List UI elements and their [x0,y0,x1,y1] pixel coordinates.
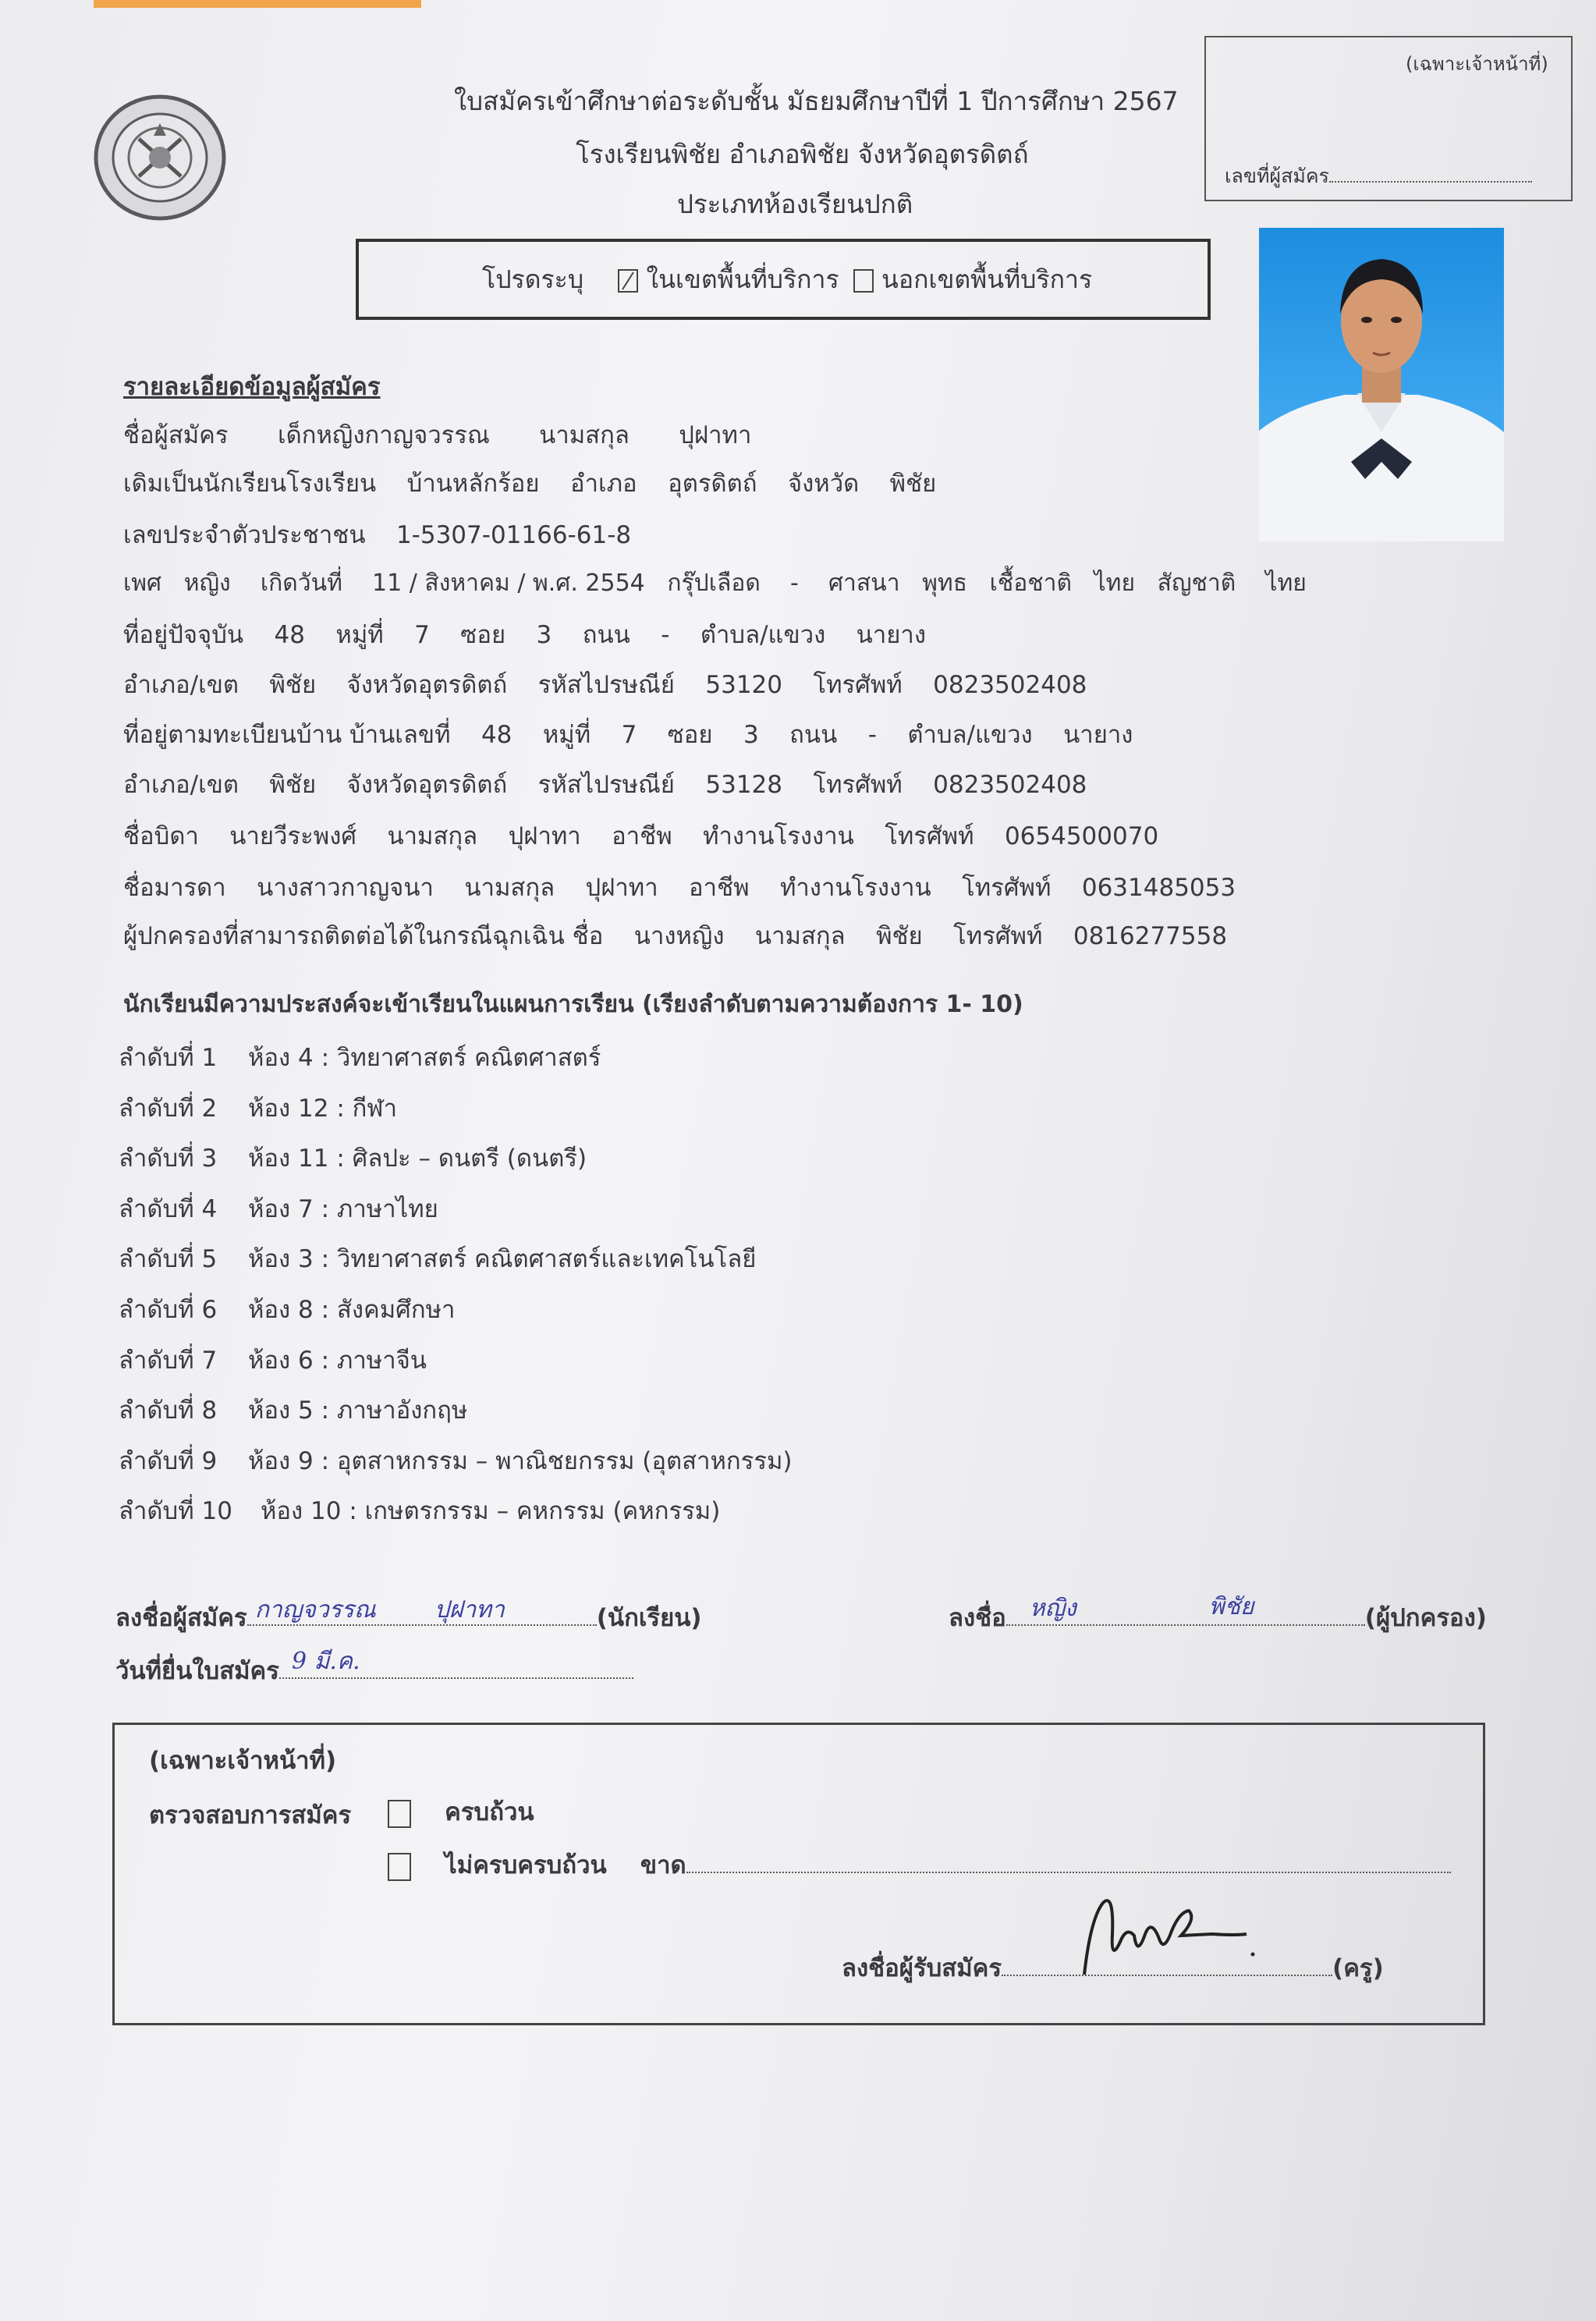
area-choice-prompt: โปรดระบุ [482,264,584,294]
checkbox-out-area[interactable] [853,269,874,293]
list-item: ลำดับที่ 5 ห้อง 3 : วิทยาศาสตร์ คณิตศาสตร์และเทคโนโลยี [119,1245,757,1274]
student-portrait-image [1259,228,1504,541]
receiver-signature-row: ลงชื่อผู้รับสมัคร (ครู) [842,1953,1384,1984]
option-in-area-label: ในเขตพื้นที่บริการ [646,264,839,294]
area-choice-box [356,239,1211,320]
list-item: ลำดับที่ 9 ห้อง 9 : อุตสาหกรรม – พาณิชยกรรม (อุตสาหกรรม) [119,1446,793,1475]
race: ไทย [1094,570,1136,597]
list-item: ลำดับที่ 3 ห้อง 11 : ศิลปะ – ดนตรี (ดนตรี) [119,1145,587,1173]
applicant-number-field[interactable] [1329,159,1532,183]
top-color-strip [94,0,421,8]
previous-school-row: เดิมเป็นนักเรียนโรงเรียน บ้านหลักร้อย อำเภอ อุตรดิตถ์ จังหวัด พิชัย [123,470,937,498]
previous-school-province: พิชัย [889,470,937,498]
blood-group: - [790,570,799,597]
form-title: ใบสมัครเข้าศึกษาต่อระดับชั้น มัธยมศึกษาปีที่ 1 ปีการศึกษา 2567 [454,86,1179,116]
list-item: ลำดับที่ 4 ห้อง 7 : ภาษาไทย [119,1194,438,1223]
list-item: ลำดับที่ 7 ห้อง 6 : ภาษาจีน [119,1346,427,1375]
applicant-surname: ปุฝาทา [679,421,752,449]
application-date-row: วันที่ยื่นใบสมัคร 9 มี.ค. [115,1656,633,1687]
guardian-signature-row: ลงชื่อ หญิง พิชัย (ผู้ปกครอง) [949,1593,1487,1632]
school-seal-logo [92,92,228,223]
applicant-signature-handwriting-1: กาญจวรรณ [254,1596,376,1624]
teacher-signature-scribble [1080,1887,1259,1981]
guardian-signature-handwriting-2: พิชัย [1208,1593,1254,1620]
nationality: ไทย [1265,570,1307,597]
applicant-signature-row: ลงชื่อผู้สมัคร กาญจวรรณ ปุฝาทา (นักเรียน) [115,1596,702,1632]
list-item: ลำดับที่ 6 ห้อง 8 : สังคมศึกษา [119,1295,456,1324]
religion: พุทธ [922,570,968,597]
mother-row: ชื่อมารดา นางสาวกาญจนา นามสกุล ปุฝาทา อาชีพ ทำงานโรงงาน โทรศัพท์ 0631485053 [123,874,1236,902]
office-use-label-bottom: (เฉพาะเจ้าหน้าที่) [149,1747,337,1775]
current-address-row-1: ที่อยู่ปัจจุบัน 48 หมู่ที่ 7 ซอย 3 ถนน - ตำบล/แขวง นายาง [123,621,926,649]
receiver-signature-field[interactable] [1002,1953,1332,1976]
previous-school-district: อุตรดิตถ์ [668,470,757,498]
study-plan-list [119,1042,793,1546]
classroom-type: ประเภทห้องเรียนปกติ [677,189,913,219]
incomplete-option: ไม่ครบครบถ้วน ขาด [388,1850,1451,1881]
check-mark-icon [619,271,637,291]
citizen-id-row: เลขประจำตัวประชาชน 1-5307-01166-61-8 [123,521,632,549]
registered-address-row-2: อำเภอ/เขต พิชัย จังหวัดอุตรดิตถ์ รหัสไปรษณีย์ 53128 โทรศัพท์ 0823502408 [123,771,1087,799]
school-name: โรงเรียนพิชัย อำเภอพิชัย จังหวัดอุตรดิตถ์ [576,139,1029,169]
applicant-number-label: เลขที่ผู้สมัคร [1225,159,1532,192]
area-choice-row [482,264,1092,295]
applicant-photo [1259,228,1504,541]
application-date-handwriting: 9 มี.ค. [291,1648,360,1675]
father-row: ชื่อบิดา นายวีระพงศ์ นามสกุล ปุฝาทา อาชีพ ทำงานโรงงาน โทรศัพท์ 0654500070 [123,822,1159,850]
applicant-name: เด็กหญิงกาญจวรรณ [278,421,490,449]
study-plan-title: นักเรียนมีความประสงค์จะเข้าเรียนในแผนการเรียน (เรียงลำดับตามความต้องการ 1- 10) [123,991,1023,1018]
missing-items-field[interactable] [686,1850,1451,1873]
previous-school: บ้านหลักร้อย [406,470,540,498]
check-application-label: ตรวจสอบการสมัคร [149,1801,352,1829]
applicant-signature-handwriting-2: ปุฝาทา [434,1596,505,1624]
registered-address-row-1: ที่อยู่ตามทะเบียนบ้าน บ้านเลขที่ 48 หมู่ที่ 7 ซอย 3 ถนน - ตำบล/แขวง นายาง [123,721,1133,749]
list-item: ลำดับที่ 8 ห้อง 5 : ภาษาอังกฤษ [119,1397,468,1425]
list-item: ลำดับที่ 2 ห้อง 12 : กีฬา [119,1094,398,1123]
citizen-id: 1-5307-01166-61-8 [395,521,632,549]
complete-option: ครบถ้วน [388,1797,534,1828]
application-date-field[interactable] [279,1648,633,1679]
applicant-signature-field[interactable] [247,1596,597,1626]
checkbox-incomplete[interactable] [388,1853,411,1881]
guardian-row: ผู้ปกครองที่สามารถติดต่อได้ในกรณีฉุกเฉิน ชื่อ นางหญิง นามสกุล พิชัย โทรศัพท์ 0816277558 [123,922,1228,950]
section-title: รายละเอียดข้อมูลผู้สมัคร [123,373,381,401]
checkbox-in-area[interactable] [618,269,638,293]
applicant-name-row: ชื่อผู้สมัคร เด็กหญิงกาญจวรรณ นามสกุล ปุฝาทา [123,421,752,449]
sex: หญิง [183,570,231,597]
office-use-box [1204,36,1573,201]
checkbox-complete[interactable] [388,1800,411,1828]
office-use-label: (เฉพาะเจ้าหน้าที่) [1406,53,1548,75]
current-address-row-2: อำเภอ/เขต พิชัย จังหวัดอุตรดิตถ์ รหัสไปรษณีย์ 53120 โทรศัพท์ 0823502408 [123,671,1087,699]
office-verification-box [112,1723,1485,2025]
list-item: ลำดับที่ 1 ห้อง 4 : วิทยาศาสตร์ คณิตศาสตร์ [119,1044,601,1072]
guardian-signature-handwriting-1: หญิง [1029,1595,1076,1622]
list-item: ลำดับที่ 10 ห้อง 10 : เกษตรกรรม – คหกรรม (คหกรรม) [119,1497,721,1526]
option-out-area-label: นอกเขตพื้นที่บริการ [881,264,1093,294]
birth-date: 11 / สิงหาคม / พ.ศ. 2554 [372,570,645,597]
personal-info-row: เพศ หญิง เกิดวันที่ 11 / สิงหาคม / พ.ศ. 2554 กรุ๊ปเลือด - ศาสนา พุทธ เชื้อชาติ ไทย สัญชาติ ไทย [123,570,1307,597]
